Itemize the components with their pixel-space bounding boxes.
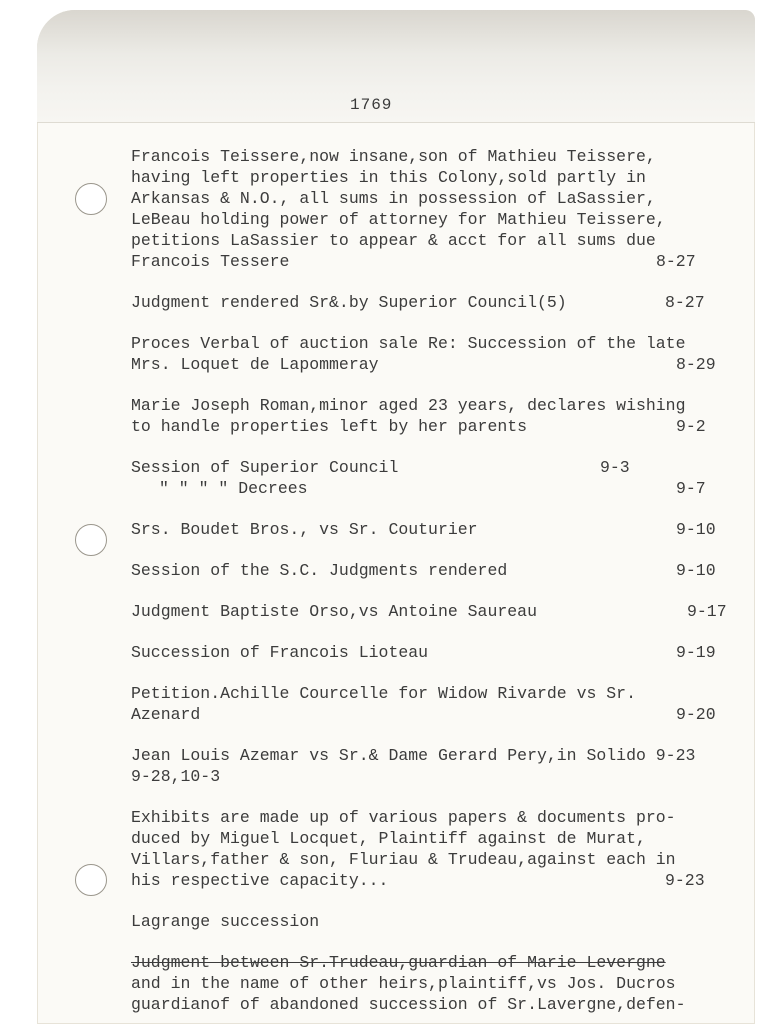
entry-date: 9-2 (676, 417, 706, 436)
binder-hole-icon (75, 183, 107, 215)
entry-text: Mrs. Loquet de Lapommeray (131, 355, 379, 374)
entry-line: Petition.Achille Courcelle for Widow Rivarde vs Sr. (131, 684, 636, 703)
entry-date: 8-29 (676, 355, 716, 374)
entry-session-superior-council (131, 457, 761, 499)
entry-date: 9-7 (676, 479, 706, 498)
entries-list (131, 146, 761, 1015)
entry-line-with-date (131, 642, 761, 663)
entry-line: duced by Miguel Locquet, Plaintiff against de Murat, (131, 829, 646, 848)
entry-boudet-bros (131, 519, 761, 540)
entry-text: Session of Superior Council (131, 458, 399, 477)
entry-line: Judgment between Sr.Trudeau,guardian of Marie Levergne (131, 953, 666, 972)
entry-date: 9-3 (600, 458, 630, 477)
entry-text: Azenard (131, 705, 201, 724)
entry-text: Srs. Boudet Bros., vs Sr. Couturier (131, 520, 478, 539)
entry-line-with-date (131, 870, 761, 891)
entry-line: Villars,father & son, Fluriau & Trudeau,against each in (131, 850, 676, 869)
entry-date: 9-19 (676, 643, 716, 662)
entry-line: Jean Louis Azemar vs Sr.& Dame Gerard Pery,in Solido 9-23 (131, 746, 696, 765)
entry-text: Session of the S.C. Judgments rendered (131, 561, 508, 580)
entry-line-with-date (131, 292, 761, 313)
entry-text-ditto-decrees: " " " " Decrees (159, 479, 308, 498)
entry-proces-verbal (131, 333, 761, 375)
entry-session-sc-judgments (131, 560, 761, 581)
entry-line-with-date (131, 704, 761, 725)
page-year-heading: 1769 (350, 96, 393, 114)
entry-line-with-date (131, 601, 761, 622)
entry-date: 9-23 (665, 871, 705, 890)
entry-line: Proces Verbal of auction sale Re: Succession of the late (131, 334, 686, 353)
entry-text: Judgment rendered Sr&.by Superior Council(5) (131, 293, 567, 312)
entry-text: to handle properties left by her parents (131, 417, 528, 436)
entry-lagrange-succession (131, 911, 761, 932)
entry-date: 9-10 (676, 561, 716, 580)
entry-line: having left properties in this Colony,sold partly in (131, 168, 646, 187)
entry-line: and in the name of other heirs,plaintiff,vs Jos. Ducros (131, 974, 676, 993)
entry-judgment-orso (131, 601, 761, 622)
entry-line: Francois Teissere,now insane,son of Mathieu Teissere, (131, 147, 656, 166)
entry-line: petitions LaSassier to appear & acct for all sums due (131, 231, 656, 250)
entry-judgment-superior-council (131, 292, 761, 313)
entry-azemar-vs-pery (131, 745, 761, 787)
entry-petition-courcelle (131, 683, 761, 725)
entry-line: Lagrange succession (131, 912, 320, 931)
entry-line: Exhibits are made up of various papers & documents pro- (131, 808, 676, 827)
entry-line-with-date (131, 354, 761, 375)
entry-line-with-date (131, 478, 761, 499)
entry-teissere (131, 146, 761, 272)
page-top-stain (37, 10, 755, 123)
entry-succession-lioteau (131, 642, 761, 663)
entry-line-with-date (131, 251, 761, 272)
entry-date: 9-17 (687, 602, 727, 621)
entry-date: 8-27 (665, 293, 705, 312)
entry-date: 9-10 (676, 520, 716, 539)
entry-marie-joseph-roman (131, 395, 761, 437)
entry-line: Marie Joseph Roman,minor aged 23 years, declares wishing (131, 396, 686, 415)
entry-line-with-date (131, 560, 761, 581)
entry-text: Francois Tessere (131, 252, 290, 271)
entry-text: Succession of Francois Lioteau (131, 643, 429, 662)
binder-hole-icon (75, 524, 107, 556)
entry-date: 8-27 (656, 252, 696, 271)
entry-line: guardianof of abandoned succession of Sr.Lavergne,defen- (131, 995, 686, 1014)
entry-date: 9-20 (676, 705, 716, 724)
entry-line-with-date (131, 416, 761, 437)
entry-line: LeBeau holding power of attorney for Mathieu Teissere, (131, 210, 666, 229)
entry-text: Judgment Baptiste Orso,vs Antoine Saureau (131, 602, 537, 621)
entry-line: 9-28,10-3 (131, 767, 221, 786)
entry-line-with-date (131, 519, 761, 540)
entry-line-with-date (131, 457, 761, 478)
entry-text: his respective capacity... (131, 871, 389, 890)
binder-hole-icon (75, 864, 107, 896)
entry-exhibits-locquet (131, 807, 761, 891)
entry-judgment-trudeau (131, 952, 761, 1015)
entry-line: Arkansas & N.O., all sums in possession of LaSassier, (131, 189, 656, 208)
